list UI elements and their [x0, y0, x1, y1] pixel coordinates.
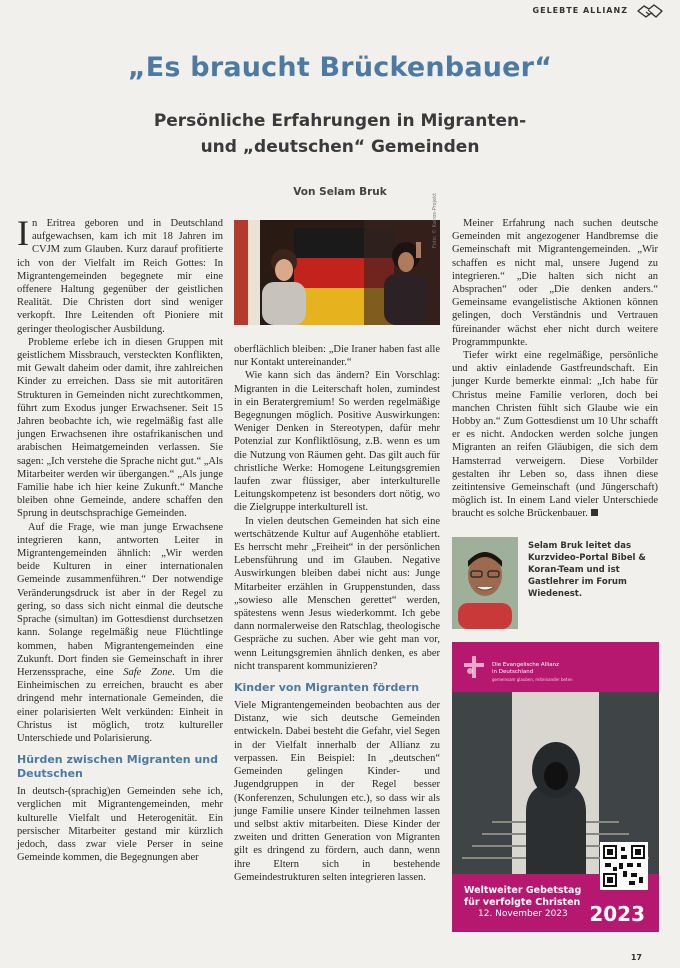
qr-code-icon[interactable]: [600, 842, 648, 890]
paragraph: Viele Migrantengemeinden beobachten aus der Distanz, wie sich deutsche Gemeinden entwickeln. Dabei besteht die Gefahr, viel Segen in der Vielfalt innerhalb der Allianz zu verpassen. Ein Beispiel: In „deutschen“ Gemeinden gelingen Kinder- und Jugendgruppen in der Regel besser (Konferenzen, Schulungen etc.), so dass wir als junge Familie unsere Kinder teilnehmen lassen und selbst aktiv mitarbeiten. Diese Kinder der zweiten und dritten Generation von Migranten gilt es dringend zu fördern, auch dann, wenn ihre Eltern sich in bestehende Gemeindestrukturen selten integrieren lassen.: [234, 700, 440, 883]
column-3: [452, 217, 658, 521]
subheading-barriers: Hürden zwischen Migranten und Deutschen: [17, 753, 218, 781]
prayer-day-ad: [452, 642, 659, 932]
subtitle-line-1: Persönliche Erfahrungen in Migranten-: [153, 111, 527, 131]
ad-header: [452, 642, 659, 692]
org-line-1: Die Evangelische Allianz: [492, 662, 560, 668]
headline-line-1: Weltweiter Gebetstag: [464, 885, 582, 896]
subtitle-line-2: und „deutschen“ Gemeinden: [200, 137, 480, 157]
paragraph: In deutsch-(sprachig)en Gemeinden sehe ich, verglichen mit Migrantengemeinden, mehr kulturelle Vielfalt und Heterogenität. Ein persischer Mitarbeiter gestand mir kürzlich jedoch, dass zwar viele Perser in seine Gemeinde kommen, die Begegnungen aber: [17, 786, 223, 864]
headline-line-2: für verfolgte Christen: [464, 897, 581, 908]
article-subtitle: [0, 108, 680, 160]
subheading-children: Kinder von Migranten fördern: [234, 681, 420, 695]
byline: Von Selam Bruk: [293, 186, 387, 198]
paragraph: oberflächlich bleiben: „Die Iraner haben fast alle nur Kontakt untereinander.“: [234, 344, 440, 369]
paragraph: In Eritrea geboren und in Deutschland aufgewachsen, kam ich mit 18 Jahren im CVJM zum Glauben. Kurz darauf profitierte ich von der Vielfalt im Reich Gottes: In Migrantengemeinden begegnete mir eine offenere Haltung gegenüber der geistlichen Realität. Die Christen dort sind weniger verkopft. Ihre Leitenden oft Pioniere mit geringer theologischer Ausbildung.: [17, 213, 223, 335]
ad-date: 12. November 2023: [478, 909, 568, 919]
ad-organization: [492, 662, 573, 683]
cross-logo-icon: [464, 656, 484, 678]
org-tagline: gemeinsam glauben, miteinander beten: [492, 677, 573, 682]
column-2: [234, 343, 440, 884]
author-portrait: [452, 537, 518, 629]
ad-year: 2023: [589, 902, 645, 926]
handshake-icon: [636, 2, 664, 20]
end-mark-icon: [591, 509, 598, 516]
section-label: GELEBTE ALLIANZ: [532, 6, 628, 15]
paragraph: Meiner Erfahrung nach suchen deutsche Gemeinden mit angezogener Handbremse die Gemeinschaft mit Migrantengemeinden. „Wir schaffen es nicht mal, unsere Jugend zu integrieren.“ „Die halten sich nicht an Absprachen“ oder „Die denken anders.“ Gemeinsame evangelistische Aktionen können gelingen, doch Verständnis und Vertrauen füreinander wächst eher nicht durch weitere Programmpunkte.: [452, 218, 658, 348]
photo-credit: Foto: © Kairos-Projekt: [432, 193, 438, 248]
page-number: 17: [630, 953, 642, 962]
paragraph: Probleme erlebe ich in diesen Gruppen mit geistlichem Missbrauch, versteckten Konflikten, mit Gewalt daheim oder damit, ihre zahlreichen Kinder zu erreichen. Dass sie mit autoritären Strukturen in Gemeinden nicht zurechtkommen, führt zum Exodus junger Erwachsener. Seit 15 Jahren beobachte ich, wie regelmäßig fast alle jungen Erwachsenen ihre ostafrikanischen und arabischen Heimatgemeinden verlassen. Sie sagen: „Ich verstehe die Sprache nicht gut.“ „Als Mitarbeiter werden wir übergangen.“ „Als junge Familie habe ich hier keine Zukunft.“ Manche bleiben ohne Gemeinde, andere schaffen den Sprung in deutschsprachige Gemeinden.: [17, 336, 223, 520]
article-photo: [234, 220, 440, 325]
ad-headline: [464, 885, 581, 909]
article-title: „Es braucht Brückenbauer“: [127, 52, 553, 83]
org-line-2: in Deutschland: [492, 669, 534, 675]
column-1: [17, 213, 223, 864]
paragraph: In vielen deutschen Gemeinden hat sich eine wertschätzende Kultur auf Augenhöhe etabliert. Es herrscht mehr „Freiheit“ in der persönlichen Lebensführung und im Glauben. Negative Auswirkungen bleiben dabei nicht aus: Junge Mitarbeiter erzählen in Gruppenstunden, dass „sowieso alle Menschen gerettet“ werden, spätestens wenn Jesus wiederkommt. Ich gebe dann normalerweise den Ratschlag, theologische Gespräche zu suchen. Aber wie geht man vor, wenn Leitungsgremien ähnlich denken, es aber nicht transparent kommunizieren?: [234, 515, 440, 672]
dropcap: I: [17, 213, 29, 253]
paragraph: Tiefer wirkt eine regelmäßige, persönliche und aktiv einladende Gastfreundschaft. Ein junger Kurde bemerkte einmal: „Ich habe für Christus meine Familie verloren, doch bei manchen Christen fühlt sich Glaube wie ein Hobby an.“ Zum Gottesdienst um 10 Uhr schafft er es nicht. Andocken werden solche jungen Migranten an reifen Gläubigen, die sich dem Hamsterrad verweigern. Diese Vorbilder gestalten ihr Leben so, dass ihnen diese zeitintensive Gemeinschaft (und Jüngerschaft) möglich ist. In einem Land vieler Unterschiede braucht es solche Brückenbauer.: [452, 350, 658, 520]
author-bio: Selam Bruk leitet das Kurzvideo-Portal Bibel & Koran-Team und ist Gastlehrer im Forum Wiedenest.: [528, 541, 646, 599]
photo-two-women-flags: [234, 220, 440, 325]
paragraph: Wie kann sich das ändern? Ein Vorschlag: Migranten in die Leiterschaft holen, zumindest in ein Beratergremium! So werden regelmäßige Begegnungen möglich. Positive Auswirkungen: Weniger Denken in Stereotypen, dafür mehr Potenzial zur Konfliktlösung, z.B. wenn es um die Nutzung von Räumen geht. Das gilt auch für christliche Werke: Homogene Leitungsgremien laufen zwar flüssiger, aber interkulturelle Leitungskompetenz ist besonders dort nötig, wo die Zielgruppe interkulturell ist.: [234, 370, 440, 514]
paragraph: Auf die Frage, wie man junge Erwachsene integrieren kann, antworten Leiter in Migrantengemeinden ähnlich: „Wir werden beide Kulturen in einer internationalen Gemeinde zusammenführen.“ Der notwendige Veränderungsdruck ist aber in der Regel zu gering, so dass sich nicht einmal die deutsche Sprache (simultan) im Gottesdienst durchsetzen kann. Solange regelmäßig neue Flüchtlinge kommen, haben Migrantengemeinden eine Zukunft. Dort finden sie Gemeinschaft in ihrer Herzenssprache, eine Safe Zone. Um die Einheimischen zu erreichen, braucht es aber dringend mehr internationale Gemeinden, die einer polarisierten Welt verkünden: Einheit in Christus ist möglich, trotz kultureller Unterschiede und Polarisierung.: [17, 521, 223, 744]
author-photo: [452, 537, 518, 629]
